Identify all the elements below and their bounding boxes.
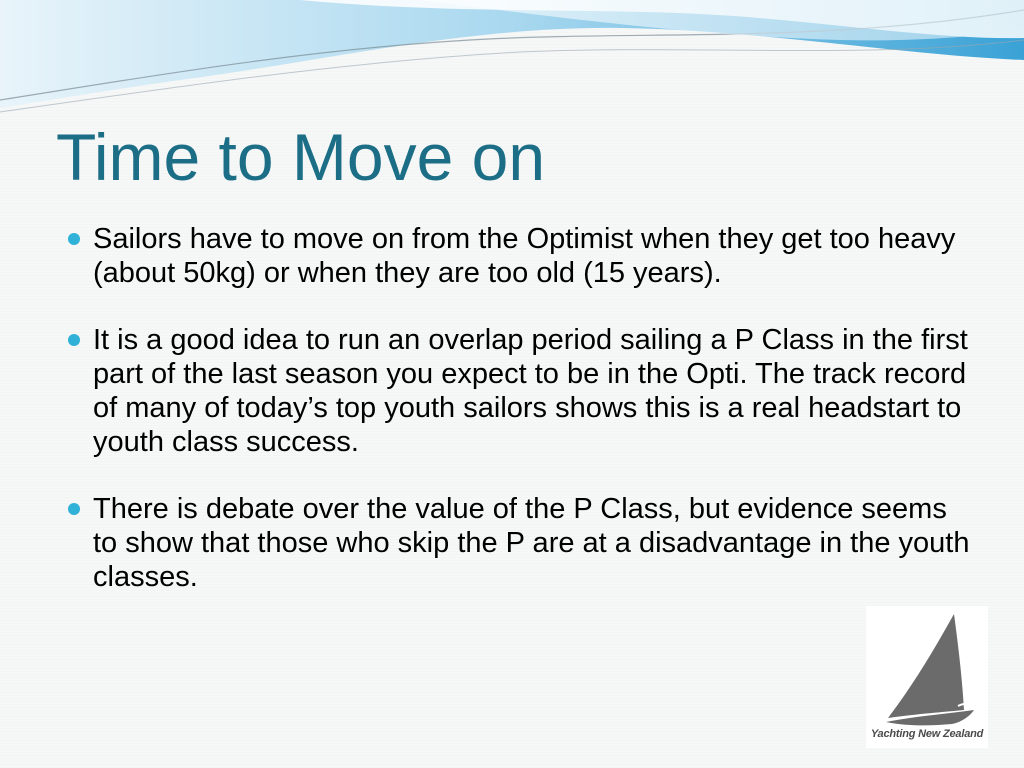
slide-title: Time to Move on (56, 120, 546, 194)
bullet-text: Sailors have to move on from the Optimist when they get too heavy (about 50kg) or when they are too old (15 years). (93, 223, 956, 289)
header-wave-decoration (0, 0, 1024, 120)
logo-text: Yachting New Zealand (870, 728, 984, 740)
sail-icon (866, 606, 988, 726)
bullet-text: It is a good idea to run an overlap period sailing a P Class in the first part of the last season you expect to be in the Opti. The track record of many of today’s top youth sailors shows this is a real headstart to youth class success. (93, 324, 968, 458)
yachting-nz-logo (866, 606, 988, 748)
bullet-item (64, 323, 974, 459)
bullet-dot-icon (68, 503, 80, 515)
bullet-dot-icon (68, 334, 80, 346)
bullet-dot-icon (68, 233, 80, 245)
bullet-item (64, 492, 974, 594)
bullet-item (64, 222, 974, 290)
bullet-text: There is debate over the value of the P Class, but evidence seems to show that those who skip the P are at a disadvantage in the youth classes. (93, 493, 970, 593)
bullet-list (64, 222, 974, 627)
